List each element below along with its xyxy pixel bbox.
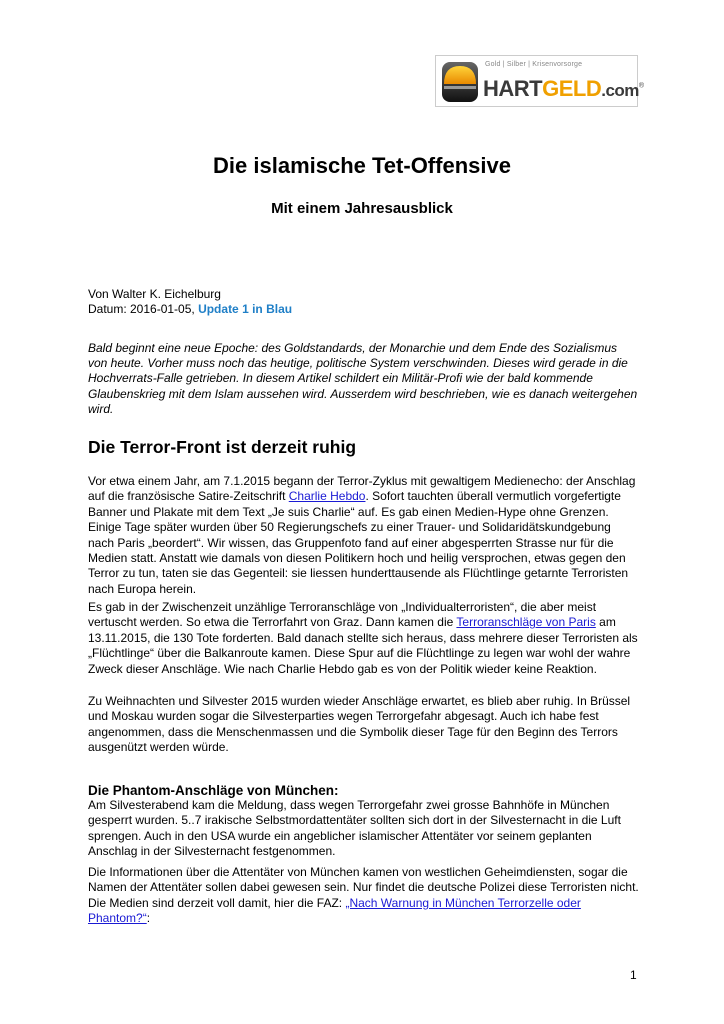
section-heading-terror-front: Die Terror-Front ist derzeit ruhig <box>88 437 357 457</box>
document-meta <box>88 287 292 317</box>
paragraph-5: Die Informationen über die Attentäter von München kamen von westlichen Geheimdiensten, sogar die Namen der Attentäter sollen dabei gewesen sein. Nur findet die deutsche Polizei diese Terroristen nicht. Die Medien sind derzeit voll damit, hier die FAZ: „Nach Warnung in München Terrorzelle oder Phantom?“: <box>88 865 639 926</box>
paragraph-1: Vor etwa einem Jahr, am 7.1.2015 begann der Terror-Zyklus mit gewaltigem Medienecho: der Anschlag auf die französische Satire-Zeitschrift Charlie Hebdo. Sofort tauchten überall vermutlich vorgefertigte Banner und Plakate mit dem Text „Je suis Charlie“ auf. Es gab einen Medien-Hype ohne Grenzen. Einige Tage später wurden über 50 Regierungschefs zu einer Trauer- und Solidaridätskundgebung nach Paris „beordert“. Wir wissen, das Gruppenfoto fand auf einer abgesperrten Strasse nur für die Medien statt. Anstatt wie damals von diesen Politikern hoch und heilig versprochen, etwas gegen den Terror zu tun, taten sie das Gegenteil: sie liessen hunderttausende als Flüchtlinge getarnte Terroristen nach Europa herein. <box>88 474 636 596</box>
document-title: Die islamische Tet-Offensive <box>213 153 511 178</box>
link-charlie-hebdo[interactable]: Charlie Hebdo <box>288 489 366 504</box>
update-note: Update 1 in Blau <box>198 302 293 316</box>
logo-tagline: Gold | Silber | Krisenvorsorge <box>485 61 583 68</box>
section-heading-muenchen: Die Phantom-Anschläge von München: <box>88 783 339 798</box>
intro-paragraph: Bald beginnt eine neue Epoche: des Goldstandards, der Monarchie und dem Ende des Sozialismus von heute. Vorher muss noch das heutige, politische System verschwinden. Dieses wird gerade in die Hochverrats-Falle getrieben. In diesem Artikel schildert ein Militär-Profi wie der bald kommende Glaubenskrieg mit dem Islam aussehen wird. Ausserdem wird beschrieben, wie es danach weitergehen wird. <box>88 341 638 416</box>
document-subtitle: Mit einem Jahresausblick <box>271 200 453 217</box>
logo-wordmark: HARTGELD.com® <box>483 76 644 101</box>
logo-emblem-icon <box>440 60 480 104</box>
hartgeld-logo <box>435 55 644 107</box>
page-number: 1 <box>630 968 637 982</box>
link-faz-article[interactable]: „Nach Warnung in München Terrorzelle oder Phantom?“ <box>88 895 581 926</box>
paragraph-4: Am Silvesterabend kam die Meldung, dass wegen Terrorgefahr zwei grosse Bahnhöfe in München gesperrt wurden. 5..7 irakische Selbstmordattentäter sollten sich dort in der Silvesternacht in die Luft sprengen. Auch in den USA wurde ein angeblicher islamischer Attentäter vor seinem geplanten Anschlag in der Silvesternacht festgenommen. <box>88 798 621 859</box>
date-line: Datum: 2016-01-05, Update 1 in Blau <box>88 302 293 316</box>
paragraph-3: Zu Weihnachten und Silvester 2015 wurden wieder Anschläge erwartet, es blieb aber ruhig. In Brüssel und Moskau wurden sogar die Silvesterparties wegen Terrorgefahr abgesagt. Auch ich habe fest angenommen, dass die Menschenmassen und die Symbolik dieser Tage für den Beginn des Terrors ausgenützt werden würde. <box>88 694 631 755</box>
author-line: Von Walter K. Eichelburg <box>88 287 221 301</box>
paragraph-2: Es gab in der Zwischenzeit unzählige Terroranschläge von „Individualterroristen“, die aber meist vertuscht werden. So etwa die Terrorfahrt von Graz. Dann kamen die Terroranschläge von Paris am 13.11.2015, die 130 Tote forderten. Bald danach stellte sich heraus, dass mehrere dieser Terroristen als „Flüchtlinge“ über die Balkanroute kamen. Diese Spur auf die Flüchtlinge zu legen war wohl der wahre Zweck dieser Anschläge. Wie nach Charlie Hebdo gab es von der Politik wieder keine Reaktion. <box>88 600 638 676</box>
link-terroranschlaege-paris[interactable]: Terroranschläge von Paris <box>456 615 596 630</box>
